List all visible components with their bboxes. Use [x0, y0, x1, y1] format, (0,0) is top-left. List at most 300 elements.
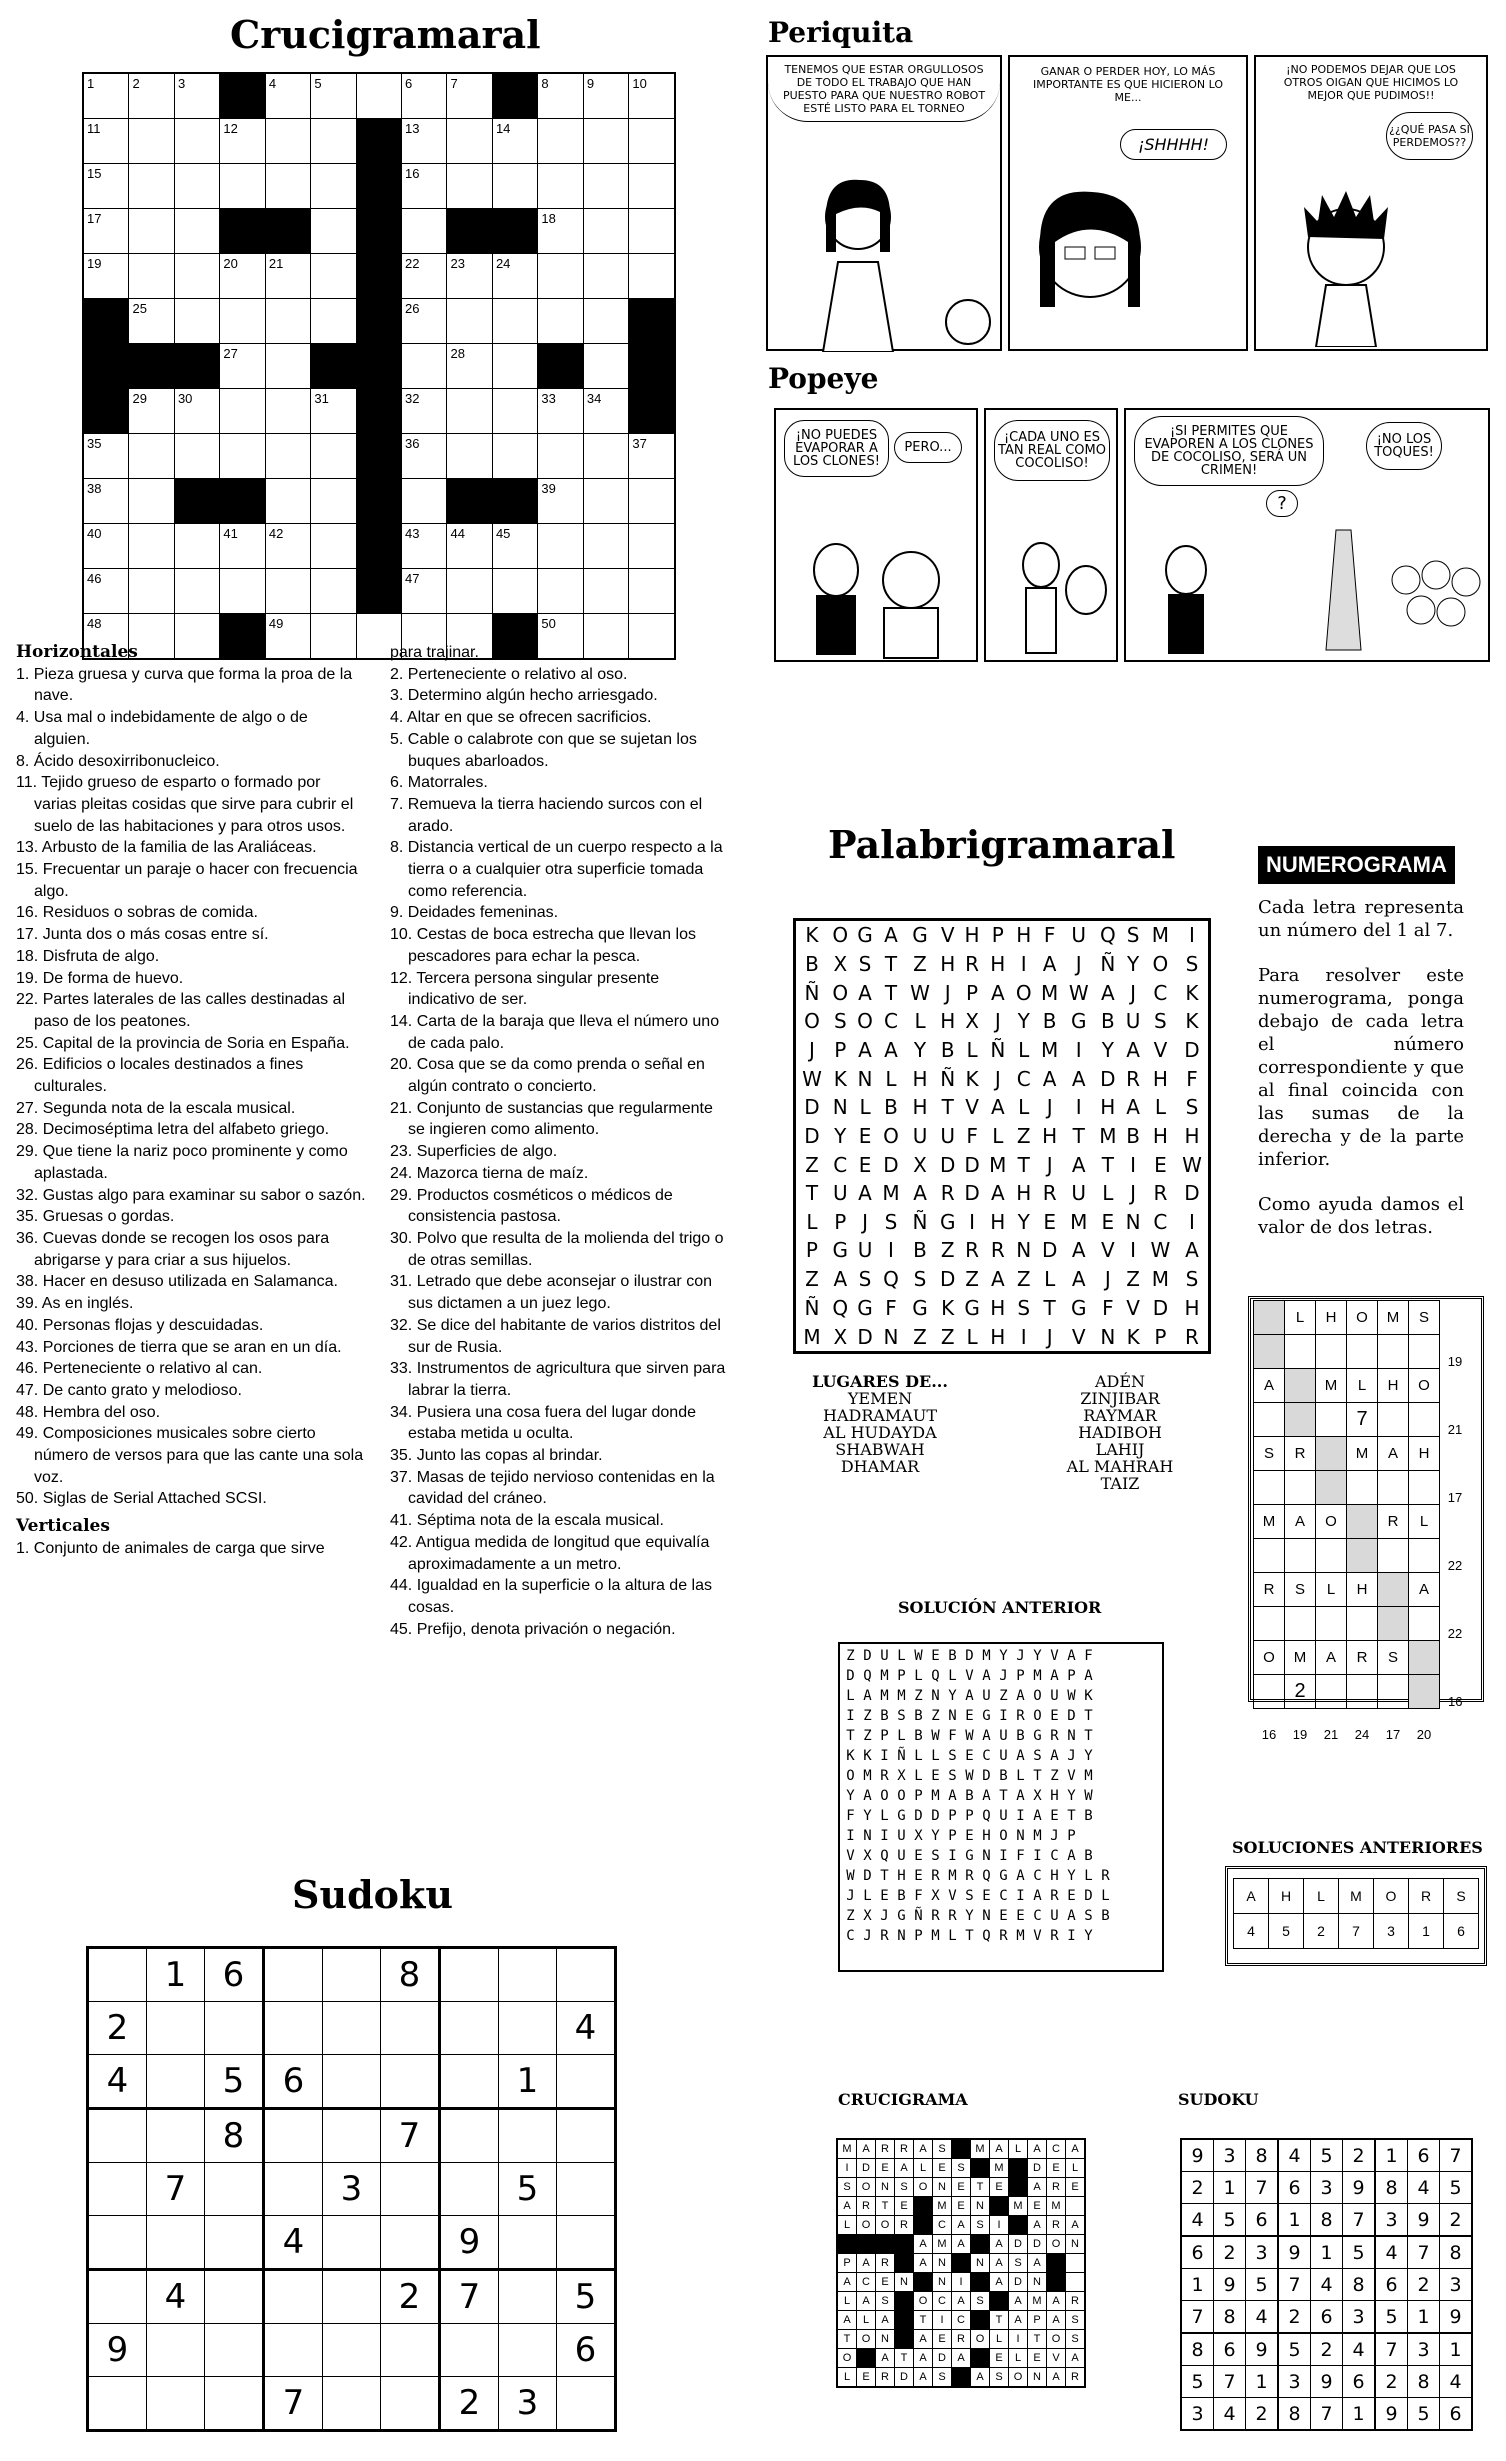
wordsearch-letter[interactable]: E [1101, 1209, 1115, 1234]
sudoku-cell[interactable]: 2 [381, 2270, 440, 2324]
crossword-cell[interactable] [265, 524, 310, 569]
crossword-cell[interactable] [174, 524, 219, 569]
crossword-cell[interactable] [129, 119, 174, 164]
sudoku-cell[interactable] [381, 2163, 440, 2216]
crossword-cell[interactable] [629, 524, 675, 569]
crossword-cell[interactable] [83, 164, 129, 209]
crossword-cell[interactable] [129, 254, 174, 299]
crossword-cell[interactable] [311, 73, 356, 119]
numerogram-cell[interactable]: H [1347, 1573, 1378, 1607]
crossword-cell[interactable] [265, 119, 310, 164]
wordsearch-letter[interactable]: H [964, 923, 980, 948]
crossword-cell[interactable] [583, 164, 628, 209]
numerogram-cell[interactable] [1285, 1539, 1316, 1573]
wordsearch-letter[interactable]: L [859, 1095, 871, 1120]
wordsearch-letter[interactable]: D [964, 1181, 980, 1206]
wordsearch-letter[interactable]: H [1152, 1123, 1168, 1148]
wordsearch-letter[interactable]: G [857, 1295, 873, 1320]
wordsearch-letter[interactable]: J [1046, 1324, 1053, 1349]
wordsearch-letter[interactable]: Z [805, 1267, 819, 1292]
numerogram-cell[interactable]: 2 [1285, 1675, 1316, 1709]
wordsearch-letter[interactable]: K [965, 1066, 979, 1091]
sudoku-cell[interactable]: 6 [264, 2055, 323, 2109]
wordsearch-letter[interactable]: A [990, 1095, 1005, 1120]
wordsearch-letter[interactable]: F [1043, 923, 1056, 948]
wordsearch-letter[interactable]: A [858, 980, 872, 1005]
wordsearch-letter[interactable]: H [912, 1095, 928, 1120]
crossword-cell[interactable] [538, 299, 583, 344]
sudoku-cell[interactable] [381, 2377, 440, 2431]
wordsearch-letter[interactable]: O [832, 980, 849, 1005]
wordsearch-letter[interactable]: C [1153, 1209, 1168, 1234]
wordsearch-letter[interactable]: L [1102, 1181, 1114, 1206]
wordsearch-letter[interactable]: H [940, 1009, 956, 1034]
wordsearch-letter[interactable]: B [940, 1038, 955, 1063]
numerogram-cell[interactable]: 7 [1347, 1403, 1378, 1437]
wordsearch-letter[interactable]: L [992, 1123, 1004, 1148]
sudoku-cell[interactable]: 5 [205, 2055, 264, 2109]
crossword-cell[interactable] [83, 434, 129, 479]
wordsearch-letter[interactable]: R [940, 1181, 955, 1206]
sudoku-cell[interactable] [557, 2377, 616, 2431]
wordsearch-letter[interactable]: U [857, 1238, 873, 1263]
wordsearch-letter[interactable]: D [1152, 1295, 1169, 1320]
sudoku-cell[interactable] [88, 1948, 147, 2002]
wordsearch-letter[interactable]: O [1152, 952, 1169, 977]
wordsearch-letter[interactable]: M [803, 1324, 821, 1349]
crossword-cell[interactable] [83, 524, 129, 569]
sudoku-cell[interactable] [557, 2216, 616, 2270]
crossword-cell[interactable] [174, 569, 219, 614]
numerogram-cell[interactable] [1378, 1335, 1409, 1369]
wordsearch-letter[interactable]: T [884, 952, 898, 977]
sudoku-cell[interactable] [323, 1948, 381, 2002]
numerogram-cell[interactable] [1409, 1471, 1440, 1505]
wordsearch-letter[interactable]: U [1125, 1009, 1141, 1034]
wordsearch-grid[interactable] [793, 918, 1211, 1354]
wordsearch-letter[interactable]: S [1126, 923, 1140, 948]
crossword-cell[interactable] [311, 389, 356, 434]
numerogram-cell[interactable] [1254, 1403, 1285, 1437]
wordsearch-letter[interactable]: D [1184, 1181, 1200, 1206]
sudoku-cell[interactable] [205, 2216, 264, 2270]
wordsearch-letter[interactable]: H [990, 1324, 1006, 1349]
sudoku-cell[interactable]: 9 [88, 2324, 147, 2377]
sudoku-cell[interactable] [499, 2002, 557, 2055]
wordsearch-letter[interactable]: D [1100, 1066, 1116, 1091]
wordsearch-letter[interactable]: Ñ [912, 1209, 928, 1234]
crossword-cell[interactable] [356, 73, 401, 119]
crossword-cell[interactable] [220, 569, 265, 614]
crossword-cell[interactable] [311, 479, 356, 524]
wordsearch-letter[interactable]: D [1041, 1238, 1058, 1263]
crossword-cell[interactable] [629, 119, 675, 164]
wordsearch-letter[interactable]: B [805, 952, 819, 977]
crossword-cell[interactable] [492, 164, 537, 209]
crossword-cell[interactable] [129, 209, 174, 254]
wordsearch-letter[interactable]: W [1182, 1152, 1202, 1177]
wordsearch-letter[interactable]: W [1068, 980, 1089, 1005]
wordsearch-letter[interactable]: U [1071, 1181, 1087, 1206]
numerogram-cell[interactable] [1316, 1607, 1347, 1641]
wordsearch-letter[interactable]: J [1075, 952, 1082, 977]
wordsearch-letter[interactable]: V [940, 923, 955, 948]
wordsearch-letter[interactable]: S [884, 1209, 898, 1234]
crossword-cell[interactable] [629, 434, 675, 479]
wordsearch-letter[interactable]: M [1151, 1267, 1170, 1292]
sudoku-cell[interactable] [205, 2377, 264, 2431]
wordsearch-letter[interactable]: Y [1101, 1038, 1114, 1063]
wordsearch-letter[interactable]: R [965, 1238, 980, 1263]
wordsearch-letter[interactable]: X [833, 952, 848, 977]
sudoku-cell[interactable]: 7 [381, 2109, 440, 2163]
wordsearch-letter[interactable]: H [1016, 923, 1032, 948]
crossword-cell[interactable] [83, 119, 129, 164]
numerogram-cell[interactable] [1285, 1335, 1316, 1369]
sudoku-cell[interactable] [557, 2109, 616, 2163]
wordsearch-letter[interactable]: M [1099, 1123, 1117, 1148]
wordsearch-letter[interactable]: R [1126, 1066, 1141, 1091]
sudoku-cell[interactable]: 1 [147, 1948, 205, 2002]
wordsearch-letter[interactable]: O [857, 1009, 873, 1034]
sudoku-cell[interactable]: 6 [557, 2324, 616, 2377]
sudoku-cell[interactable] [147, 2377, 205, 2431]
wordsearch-letter[interactable]: Ñ [804, 1295, 820, 1320]
crossword-cell[interactable] [447, 344, 492, 389]
crossword-cell[interactable] [83, 254, 129, 299]
sudoku-cell[interactable] [88, 2377, 147, 2431]
sudoku-cell[interactable] [147, 2216, 205, 2270]
wordsearch-letter[interactable]: H [1184, 1123, 1200, 1148]
wordsearch-letter[interactable]: K [1185, 980, 1199, 1005]
wordsearch-letter[interactable]: X [833, 1324, 848, 1349]
crossword-cell[interactable] [583, 254, 628, 299]
crossword-cell[interactable] [129, 164, 174, 209]
sudoku-cell[interactable]: 7 [440, 2270, 499, 2324]
crossword-cell[interactable] [492, 254, 537, 299]
wordsearch-letter[interactable]: R [965, 952, 980, 977]
wordsearch-letter[interactable]: L [914, 1009, 926, 1034]
sudoku-cell[interactable] [381, 2002, 440, 2055]
sudoku-cell[interactable] [264, 2109, 323, 2163]
numerogram-cell[interactable]: A [1409, 1573, 1440, 1607]
wordsearch-letter[interactable]: S [1017, 1295, 1031, 1320]
crossword-cell[interactable] [492, 119, 537, 164]
wordsearch-letter[interactable]: A [990, 1267, 1005, 1292]
crossword-cell[interactable] [538, 569, 583, 614]
numerogram-cell[interactable]: A [1378, 1437, 1409, 1471]
wordsearch-letter[interactable]: H [1100, 1095, 1116, 1120]
crossword-cell[interactable] [129, 389, 174, 434]
wordsearch-letter[interactable]: G [1070, 1009, 1087, 1034]
crossword-cell[interactable] [129, 524, 174, 569]
numerogram-cell[interactable]: O [1409, 1369, 1440, 1403]
wordsearch-letter[interactable]: K [1126, 1324, 1140, 1349]
crossword-cell[interactable] [583, 344, 628, 389]
wordsearch-letter[interactable]: T [884, 980, 898, 1005]
sudoku-cell[interactable] [88, 2216, 147, 2270]
numerogram-grid[interactable] [1253, 1300, 1471, 1742]
sudoku-cell[interactable]: 3 [499, 2377, 557, 2431]
sudoku-cell[interactable] [88, 2270, 147, 2324]
wordsearch-letter[interactable]: I [1075, 1095, 1082, 1120]
wordsearch-letter[interactable]: R [990, 1238, 1005, 1263]
wordsearch-letter[interactable]: L [1018, 1095, 1030, 1120]
sudoku-cell[interactable] [205, 2002, 264, 2055]
numerogram-cell[interactable]: O [1316, 1505, 1347, 1539]
crossword-cell[interactable] [538, 479, 583, 524]
sudoku-cell[interactable]: 3 [323, 2163, 381, 2216]
wordsearch-letter[interactable]: S [1185, 952, 1199, 977]
wordsearch-letter[interactable]: R [1185, 1324, 1199, 1349]
sudoku-cell[interactable] [499, 2216, 557, 2270]
wordsearch-letter[interactable]: W [802, 1066, 822, 1091]
wordsearch-letter[interactable]: G [964, 1295, 980, 1320]
wordsearch-letter[interactable]: L [806, 1209, 818, 1234]
sudoku-cell[interactable] [323, 2377, 381, 2431]
wordsearch-letter[interactable]: A [858, 1038, 872, 1063]
wordsearch-letter[interactable]: B [1042, 1009, 1057, 1034]
wordsearch-letter[interactable]: P [805, 1238, 818, 1263]
numerogram-cell[interactable]: H [1378, 1369, 1409, 1403]
wordsearch-letter[interactable]: S [858, 1267, 872, 1292]
wordsearch-letter[interactable]: R [1042, 1181, 1057, 1206]
crossword-cell[interactable] [174, 164, 219, 209]
crossword-cell[interactable] [265, 569, 310, 614]
wordsearch-letter[interactable]: M [882, 1181, 900, 1206]
wordsearch-letter[interactable]: M [989, 1152, 1007, 1177]
wordsearch-letter[interactable]: V [965, 1095, 979, 1120]
numerogram-cell[interactable] [1254, 1675, 1285, 1709]
crossword-cell[interactable] [311, 569, 356, 614]
numerogram-cell[interactable] [1378, 1539, 1409, 1573]
numerogram-cell[interactable]: A [1316, 1641, 1347, 1675]
sudoku-cell[interactable] [147, 2109, 205, 2163]
crossword-cell[interactable] [83, 73, 129, 119]
numerogram-cell[interactable] [1347, 1675, 1378, 1709]
numerogram-cell[interactable] [1378, 1471, 1409, 1505]
wordsearch-letter[interactable]: U [940, 1123, 956, 1148]
crossword-cell[interactable] [583, 524, 628, 569]
numerogram-cell[interactable]: L [1347, 1369, 1378, 1403]
sudoku-cell[interactable] [557, 2163, 616, 2216]
crossword-cell[interactable] [492, 299, 537, 344]
sudoku-cell[interactable] [323, 2002, 381, 2055]
numerogram-cell[interactable] [1254, 1471, 1285, 1505]
crossword-cell[interactable] [311, 299, 356, 344]
wordsearch-letter[interactable]: Q [883, 1267, 899, 1292]
wordsearch-letter[interactable]: P [834, 1209, 847, 1234]
numerogram-cell[interactable]: M [1254, 1505, 1285, 1539]
wordsearch-letter[interactable]: A [990, 1181, 1005, 1206]
wordsearch-letter[interactable]: I [1189, 923, 1195, 948]
wordsearch-letter[interactable]: W [1150, 1238, 1171, 1263]
wordsearch-letter[interactable]: G [912, 1295, 928, 1320]
wordsearch-letter[interactable]: Y [1017, 1209, 1030, 1234]
wordsearch-letter[interactable]: E [858, 1152, 872, 1177]
crossword-cell[interactable] [492, 569, 537, 614]
sudoku-cell[interactable] [147, 2055, 205, 2109]
wordsearch-letter[interactable]: Z [913, 952, 927, 977]
wordsearch-letter[interactable]: V [1153, 1038, 1168, 1063]
crossword-cell[interactable] [174, 434, 219, 479]
wordsearch-letter[interactable]: L [1044, 1267, 1056, 1292]
numerogram-cell[interactable]: H [1316, 1301, 1347, 1335]
wordsearch-letter[interactable]: I [1075, 1038, 1082, 1063]
crossword-cell[interactable] [311, 209, 356, 254]
wordsearch-letter[interactable]: H [990, 952, 1006, 977]
wordsearch-letter[interactable]: D [804, 1095, 820, 1120]
wordsearch-letter[interactable]: C [1016, 1066, 1031, 1091]
numerogram-cell[interactable]: M [1378, 1301, 1409, 1335]
wordsearch-letter[interactable]: Y [913, 1038, 927, 1063]
numerogram-cell[interactable] [1254, 1539, 1285, 1573]
sudoku-cell[interactable]: 8 [381, 1948, 440, 2002]
numerogram-cell[interactable]: O [1254, 1641, 1285, 1675]
wordsearch-letter[interactable]: N [883, 1324, 899, 1349]
wordsearch-letter[interactable]: G [832, 1238, 849, 1263]
wordsearch-letter[interactable]: H [990, 1295, 1006, 1320]
sudoku-cell[interactable] [557, 1948, 616, 2002]
wordsearch-letter[interactable]: F [1186, 1066, 1198, 1091]
crossword-grid[interactable] [82, 72, 676, 660]
wordsearch-letter[interactable]: U [832, 1181, 848, 1206]
crossword-cell[interactable] [402, 389, 447, 434]
crossword-cell[interactable] [402, 479, 447, 524]
crossword-cell[interactable] [265, 254, 310, 299]
wordsearch-letter[interactable]: J [862, 1209, 868, 1234]
sudoku-cell[interactable]: 4 [557, 2002, 616, 2055]
wordsearch-letter[interactable]: H [912, 1066, 928, 1091]
crossword-cell[interactable] [129, 73, 174, 119]
wordsearch-letter[interactable]: N [1100, 1324, 1116, 1349]
crossword-cell[interactable] [447, 73, 492, 119]
numerogram-cell[interactable] [1316, 1335, 1347, 1369]
crossword-cell[interactable] [447, 524, 492, 569]
wordsearch-letter[interactable]: T [1072, 1123, 1085, 1148]
wordsearch-letter[interactable]: A [1126, 1038, 1140, 1063]
numerogram-cell[interactable]: L [1285, 1301, 1316, 1335]
wordsearch-letter[interactable]: H [940, 952, 956, 977]
sudoku-cell[interactable]: 4 [264, 2216, 323, 2270]
numerogram-cell[interactable] [1378, 1403, 1409, 1437]
crossword-cell[interactable] [83, 569, 129, 614]
wordsearch-letter[interactable]: P [834, 1038, 847, 1063]
numerogram-cell[interactable] [1347, 1471, 1378, 1505]
wordsearch-letter[interactable]: F [966, 1123, 978, 1148]
crossword-cell[interactable] [583, 73, 628, 119]
crossword-cell[interactable] [447, 434, 492, 479]
wordsearch-letter[interactable]: Ñ [990, 1038, 1006, 1063]
numerogram-cell[interactable]: R [1254, 1573, 1285, 1607]
sudoku-cell[interactable]: 8 [205, 2109, 264, 2163]
wordsearch-letter[interactable]: X [913, 1152, 927, 1177]
crossword-cell[interactable] [129, 569, 174, 614]
numerogram-cell[interactable]: S [1409, 1301, 1440, 1335]
wordsearch-letter[interactable]: G [857, 923, 873, 948]
wordsearch-letter[interactable]: C [833, 1152, 848, 1177]
crossword-cell[interactable] [265, 479, 310, 524]
wordsearch-letter[interactable]: P [991, 923, 1004, 948]
wordsearch-letter[interactable]: I [1130, 1238, 1137, 1263]
crossword-cell[interactable] [265, 344, 310, 389]
numerogram-cell[interactable]: A [1254, 1369, 1285, 1403]
wordsearch-letter[interactable]: L [966, 1324, 978, 1349]
crossword-cell[interactable] [174, 73, 219, 119]
wordsearch-letter[interactable]: O [1015, 980, 1032, 1005]
wordsearch-letter[interactable]: T [1017, 1152, 1030, 1177]
numerogram-cell[interactable]: S [1285, 1573, 1316, 1607]
crossword-cell[interactable] [629, 254, 675, 299]
crossword-cell[interactable] [265, 299, 310, 344]
crossword-cell[interactable] [402, 344, 447, 389]
crossword-cell[interactable] [629, 569, 675, 614]
wordsearch-letter[interactable]: S [913, 1267, 927, 1292]
wordsearch-letter[interactable]: I [1189, 1209, 1195, 1234]
sudoku-cell[interactable] [147, 2324, 205, 2377]
wordsearch-letter[interactable]: J [1046, 1152, 1053, 1177]
wordsearch-letter[interactable]: C [1153, 980, 1168, 1005]
wordsearch-letter[interactable]: A [1042, 952, 1057, 977]
crossword-cell[interactable] [629, 479, 675, 524]
wordsearch-letter[interactable]: A [884, 923, 898, 948]
wordsearch-letter[interactable]: S [858, 952, 872, 977]
crossword-cell[interactable] [492, 524, 537, 569]
crossword-cell[interactable] [492, 344, 537, 389]
wordsearch-letter[interactable]: S [1185, 1267, 1199, 1292]
crossword-cell[interactable] [402, 209, 447, 254]
wordsearch-letter[interactable]: Z [1016, 1123, 1031, 1148]
crossword-cell[interactable] [583, 479, 628, 524]
wordsearch-letter[interactable]: L [1018, 1038, 1030, 1063]
numerogram-cell[interactable]: M [1347, 1437, 1378, 1471]
numerogram-cell[interactable]: M [1316, 1369, 1347, 1403]
crossword-cell[interactable] [220, 434, 265, 479]
sudoku-cell[interactable] [323, 2109, 381, 2163]
wordsearch-letter[interactable]: G [912, 923, 928, 948]
wordsearch-letter[interactable]: S [1185, 1095, 1199, 1120]
crossword-cell[interactable] [220, 524, 265, 569]
wordsearch-letter[interactable]: A [884, 1038, 898, 1063]
sudoku-cell[interactable] [323, 2055, 381, 2109]
sudoku-cell[interactable]: 7 [264, 2377, 323, 2431]
sudoku-cell[interactable] [323, 2324, 381, 2377]
wordsearch-letter[interactable]: L [1154, 1095, 1166, 1120]
numerogram-cell[interactable] [1316, 1539, 1347, 1573]
wordsearch-letter[interactable]: P [966, 980, 979, 1005]
wordsearch-letter[interactable]: N [832, 1095, 848, 1120]
crossword-cell[interactable] [129, 299, 174, 344]
sudoku-cell[interactable] [264, 2270, 323, 2324]
numerogram-cell[interactable] [1409, 1335, 1440, 1369]
wordsearch-letter[interactable]: S [833, 1009, 847, 1034]
wordsearch-letter[interactable]: Z [913, 1324, 927, 1349]
crossword-cell[interactable] [83, 209, 129, 254]
wordsearch-letter[interactable]: Z [805, 1152, 819, 1177]
wordsearch-letter[interactable]: Ñ [804, 980, 820, 1005]
crossword-cell[interactable] [129, 434, 174, 479]
wordsearch-letter[interactable]: J [1046, 1095, 1053, 1120]
wordsearch-letter[interactable]: N [857, 1066, 873, 1091]
wordsearch-letter[interactable]: I [1020, 1324, 1027, 1349]
numerogram-cell[interactable] [1409, 1403, 1440, 1437]
crossword-cell[interactable] [402, 524, 447, 569]
wordsearch-letter[interactable]: Ñ [1100, 952, 1116, 977]
wordsearch-letter[interactable]: O [804, 1009, 820, 1034]
sudoku-cell[interactable] [499, 2324, 557, 2377]
wordsearch-letter[interactable]: H [1042, 1123, 1058, 1148]
crossword-cell[interactable] [447, 389, 492, 434]
